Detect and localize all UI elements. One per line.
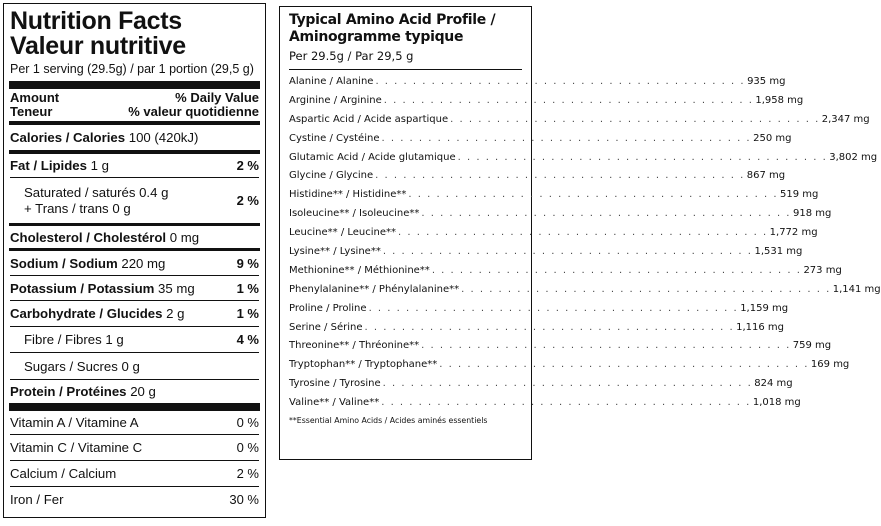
amino-value: 759 mg — [792, 340, 832, 352]
carbohydrate-pct: 1 % — [236, 306, 259, 321]
carbohydrate-label: Carbohydrate / Glucides — [10, 306, 163, 321]
nutrition-facts-panel — [3, 3, 266, 518]
dot-leader: . . . . . . . . . . . . . . . . . . . . . . . . . . . . . . . . . . . . . . . . — [439, 359, 809, 371]
amino-value: 250 mg — [753, 132, 792, 144]
amino-value: 1,531 mg — [754, 246, 803, 258]
serving-size: Per 1 serving (29.5g) / par 1 portion (29,5 g) — [10, 62, 254, 76]
fat-row — [10, 154, 259, 177]
calories-row — [10, 125, 259, 150]
amino-row — [289, 356, 850, 375]
vitamin-c-label: Vitamin C / Vitamine C — [10, 440, 143, 455]
fibre-row — [10, 326, 259, 352]
amino-title-line2: Aminogramme typique — [289, 29, 464, 45]
amino-row — [289, 375, 793, 394]
sodium-amount: 220 mg — [121, 255, 166, 271]
dot-leader: . . . . . . . . . . . . . . . . . . . . . . . . . . . . . . . . . . . . . . . . — [421, 208, 791, 220]
amino-list — [289, 73, 881, 413]
nutrition-title-en: Nutrition Facts — [10, 7, 182, 35]
saturated-label: Saturated / saturés 0.4 g — [24, 184, 169, 200]
calcium-label: Calcium / Calcium — [10, 466, 117, 481]
potassium-pct: 1 % — [236, 280, 259, 296]
amount-label-fr: Teneur — [10, 104, 53, 119]
amino-value: 918 mg — [792, 208, 832, 220]
dot-leader: . . . . . . . . . . . . . . . . . . . . . . . . . . . . . . . . . . . . . . . . — [457, 151, 828, 163]
cholesterol-label: Cholesterol / Cholestérol — [10, 229, 167, 245]
amino-name: Arginine / Arginine — [289, 94, 382, 106]
amino-row — [289, 224, 818, 243]
amino-name: Proline / Proline — [289, 302, 367, 314]
amino-name: Phenylalanine** / Phénylalanine** — [289, 283, 460, 295]
amino-value: 824 mg — [754, 378, 793, 390]
dot-leader: . . . . . . . . . . . . . . . . . . . . . . . . . . . . . . . . . . . . . . . . — [375, 170, 745, 182]
amino-value: 1,018 mg — [752, 397, 801, 409]
amino-value: 273 mg — [803, 264, 842, 276]
amino-name: Methionine** / Méthionine** — [289, 264, 430, 276]
fibre-pct: 4 % — [236, 332, 259, 347]
dot-leader: . . . . . . . . . . . . . . . . . . . . . . . . . . . . . . . . . . . . . . . . — [383, 94, 754, 106]
amino-acid-panel — [279, 6, 881, 460]
amino-row — [289, 92, 804, 111]
vitamin-row — [10, 411, 259, 434]
amino-row — [289, 243, 803, 262]
potassium-label: Potassium / Potassium — [10, 280, 155, 296]
dot-leader: . . . . . . . . . . . . . . . . . . . . . . . . . . . . . . . . . . . . . . . . — [375, 76, 746, 87]
sodium-row — [10, 251, 259, 275]
dot-leader: . . . . . . . . . . . . . . . . . . . . . . . . . . . . . . . . . . . . . . . . — [381, 132, 752, 144]
amino-name: Lysine** / Lysine** — [289, 246, 381, 258]
amino-row — [289, 337, 832, 356]
fat-amount: 1 g — [90, 158, 109, 173]
amino-row — [289, 281, 881, 300]
cholesterol-row — [10, 226, 259, 248]
amino-value: 1,116 mg — [736, 321, 785, 333]
calories-label: Calories / Calories — [10, 130, 126, 145]
dot-leader: . . . . . . . . . . . . . . . . . . . . . . . . . . . . . . . . . . . . . . . . — [382, 246, 753, 258]
fat-pct: 2 % — [236, 158, 259, 173]
amino-name: Valine** / Valine** — [289, 397, 380, 409]
amino-row — [289, 262, 842, 281]
amino-name: Aspartic Acid / Acide aspartique — [289, 113, 449, 125]
amino-name: Glycine / Glycine — [289, 170, 374, 182]
amino-value: 1,958 mg — [755, 94, 804, 106]
protein-row — [10, 379, 259, 403]
potassium-amount: 35 mg — [158, 280, 195, 296]
amino-name: Tyrosine / Tyrosine — [289, 378, 381, 390]
amino-row — [289, 130, 792, 149]
vitamin-a-pct: 0 % — [236, 415, 259, 430]
sodium-pct: 9 % — [236, 255, 259, 271]
dot-leader: . . . . . . . . . . . . . . . . . . . . . . . . . . . . . . . . . . . . . . . . — [431, 264, 802, 276]
amino-row — [289, 186, 819, 205]
dot-leader: . . . . . . . . . . . . . . . . . . . . . . . . . . . . . . . . . . . . . . . . — [408, 189, 778, 201]
dot-leader: . . . . . . . . . . . . . . . . . . . . . . . . . . . . . . . . . . . . . . . . — [461, 283, 831, 295]
fibre-label: Fibre / Fibres 1 g — [24, 332, 124, 347]
iron-label: Iron / Fer — [10, 492, 64, 507]
dot-leader: . . . . . . . . . . . . . . . . . . . . . . . . . . . . . . . . . . . . . . . . — [421, 340, 791, 352]
potassium-row — [10, 275, 259, 300]
dot-leader: . . . . . . . . . . . . . . . . . . . . . . . . . . . . . . . . . . . . . . . . — [368, 302, 739, 314]
amino-row — [289, 167, 786, 186]
amino-row — [289, 300, 789, 319]
vitamin-row — [10, 434, 259, 460]
amino-name: Serine / Sérine — [289, 321, 363, 333]
amino-divider — [289, 69, 522, 70]
carbohydrate-row — [10, 300, 259, 326]
amino-name: Leucine** / Leucine** — [289, 227, 397, 239]
dot-leader: . . . . . . . . . . . . . . . . . . . . . . . . . . . . . . . . . . . . . . . . — [382, 378, 753, 390]
amino-value: 3,802 mg — [829, 151, 878, 163]
amino-value: 519 mg — [780, 189, 819, 201]
amino-value: 2,347 mg — [821, 113, 870, 125]
dot-leader: . . . . . . . . . . . . . . . . . . . . . . . . . . . . . . . . . . . . . . . . — [364, 321, 735, 333]
amino-value: 935 mg — [747, 76, 786, 87]
daily-value-label-fr: % valeur quotidienne — [128, 104, 259, 119]
iron-pct: 30 % — [229, 492, 259, 507]
amino-row — [289, 73, 786, 92]
amount-label-en: Amount — [10, 90, 60, 105]
amino-name: Cystine / Cystéine — [289, 132, 380, 144]
amino-value: 1,141 mg — [832, 283, 881, 295]
saturated-row — [10, 177, 259, 223]
dot-leader: . . . . . . . . . . . . . . . . . . . . . . . . . . . . . . . . . . . . . . . . — [398, 227, 768, 239]
dot-leader: . . . . . . . . . . . . . . . . . . . . . . . . . . . . . . . . . . . . . . . . — [381, 397, 751, 409]
sugars-label: Sugars / Sucres 0 g — [24, 358, 140, 374]
thick-divider — [9, 403, 260, 411]
vitamin-c-pct: 0 % — [236, 440, 259, 455]
vitamin-row — [10, 460, 259, 486]
nutrition-header — [10, 89, 259, 121]
protein-amount: 20 g — [130, 384, 156, 399]
sugars-row — [10, 352, 259, 379]
amino-name: Isoleucine** / Isoleucine** — [289, 208, 420, 220]
amino-name: Tryptophan** / Tryptophane** — [289, 359, 438, 371]
amino-value: 867 mg — [746, 170, 786, 182]
amino-name: Histidine** / Histidine** — [289, 189, 407, 201]
amino-serving: Per 29.5g / Par 29,5 g — [289, 49, 414, 63]
amino-value: 169 mg — [810, 359, 850, 371]
amino-row — [289, 149, 878, 168]
carbohydrate-amount: 2 g — [166, 306, 185, 321]
amino-title-line1: Typical Amino Acid Profile / — [289, 12, 496, 28]
cholesterol-amount: 0 mg — [169, 229, 200, 245]
saturated-pct: 2 % — [236, 193, 259, 208]
amino-name: Threonine** / Thréonine** — [289, 340, 420, 352]
amino-row — [289, 205, 832, 224]
amino-row — [289, 111, 870, 130]
trans-label: + Trans / trans 0 g — [24, 200, 131, 216]
sodium-label: Sodium / Sodium — [10, 255, 118, 271]
thick-divider — [9, 81, 260, 89]
fat-label: Fat / Lipides — [10, 158, 87, 173]
nutrition-title-fr: Valeur nutritive — [10, 32, 186, 60]
protein-label: Protein / Protéines — [10, 384, 127, 399]
amino-footnote: **Essential Amino Acids / Acides aminés essentiels — [289, 416, 488, 426]
amino-value: 1,159 mg — [740, 302, 789, 314]
amino-row — [289, 319, 785, 338]
calories-value: 100 (420kJ) — [128, 130, 199, 145]
amino-name: Alanine / Alanine — [289, 76, 374, 87]
daily-value-label-en: % Daily Value — [175, 90, 259, 105]
calcium-pct: 2 % — [236, 466, 259, 481]
dot-leader: . . . . . . . . . . . . . . . . . . . . . . . . . . . . . . . . . . . . . . . . — [450, 113, 820, 125]
amino-value: 1,772 mg — [769, 227, 818, 239]
vitamin-row — [10, 486, 259, 512]
vitamin-a-label: Vitamin A / Vitamine A — [10, 415, 139, 430]
amino-name: Glutamic Acid / Acide glutamique — [289, 151, 456, 163]
amino-row — [289, 394, 801, 413]
